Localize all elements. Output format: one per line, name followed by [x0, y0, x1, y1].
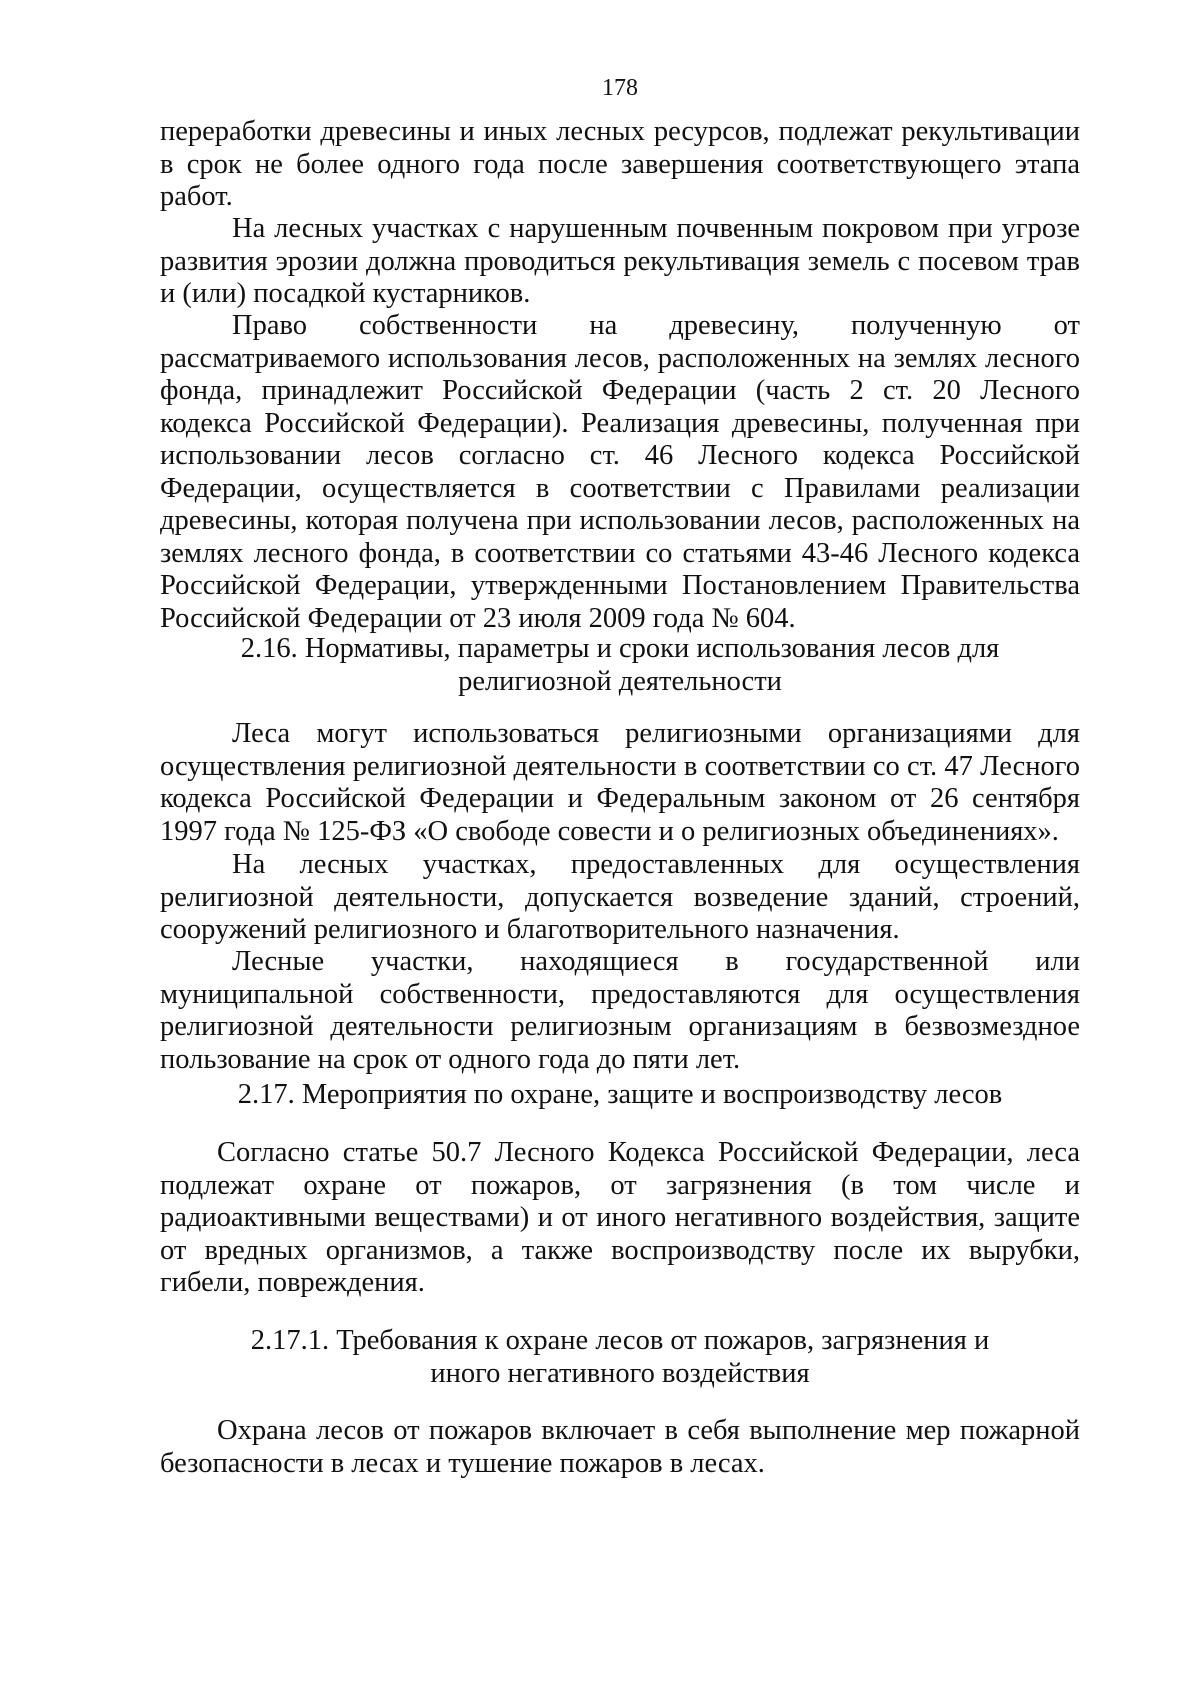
section-heading-2-17: 2.17. Мероприятия по охране, защите и воспроизводству лесов	[237, 1079, 1003, 1110]
paragraph-erosion-reclamation: На лесных участках с нарушенным почвенным покровом при угрозе развития эрозии должна проводиться рекультивация земель с посевом трав и (или) посадкой кустарников.	[160, 213, 1080, 309]
section-heading-2-16: 2.16. Нормативы, параметры и сроки использования лесов для религиозной деятельности	[240, 633, 1000, 697]
section-heading-2-17-1: 2.17.1. Требования к охране лесов от пожаров, загрязнения и иного негативного воздействия	[250, 1325, 990, 1389]
paragraph-religious-plots: Лесные участки, находящиеся в государственной или муниципальной собственности, предоставляются для осуществления религиозной деятельности религиозным организациям в безвозмездное пользование на срок от одного года до пяти лет.	[160, 946, 1080, 1075]
paragraph-religious-use: Леса могут использоваться религиозными организациями для осуществления религиозной деятельности в соответствии со ст. 47 Лесного кодекса Российской Федерации и Федеральным законом от 26 сентября 1997 года № 125-ФЗ «О свободе совести и о религиозных объединениях».	[160, 718, 1080, 847]
paragraph-forest-protection: Согласно статье 50.7 Лесного Кодекса Российской Федерации, леса подлежат охране от пожаров, от загрязнения (в том числе и радиоактивными веществами) и от иного негативного воздействия, защите от вредных организмов, а также воспроизводству после их вырубки, гибели, повреждения.	[160, 1137, 1080, 1298]
paragraph-reclamation-terms: переработки древесины и иных лесных ресурсов, подлежат рекультивации в срок не более одного года после завершения соответствующего этапа работ.	[160, 116, 1080, 212]
paragraph-fire-protection: Охрана лесов от пожаров включает в себя выполнение мер пожарной безопасности в лесах и тушение пожаров в лесах.	[160, 1415, 1080, 1479]
paragraph-religious-buildings: На лесных участках, предоставленных для осуществления религиозной деятельности, допускается возведение зданий, строений, сооружений религиозного и благотворительного назначения.	[160, 849, 1080, 945]
paragraph-timber-ownership: Право собственности на древесину, полученную от рассматриваемого использования лесов, расположенных на землях лесного фонда, принадлежит Российской Федерации (часть 2 ст. 20 Лесного кодекса Российской Федерации). Реализация древесины, полученная при использовании лесов согласно ст. 46 Лесного кодекса Российской Федерации, осуществляется в соответствии с Правилами реализации древесины, которая получена при использовании лесов, расположенных на землях лесного фонда, в соответствии со статьями 43-46 Лесного кодекса Российской Федерации, утвержденными Постановлением Правительства Российской Федерации от 23 июля 2009 года № 604.	[160, 310, 1080, 634]
page-number: 178	[602, 75, 638, 101]
